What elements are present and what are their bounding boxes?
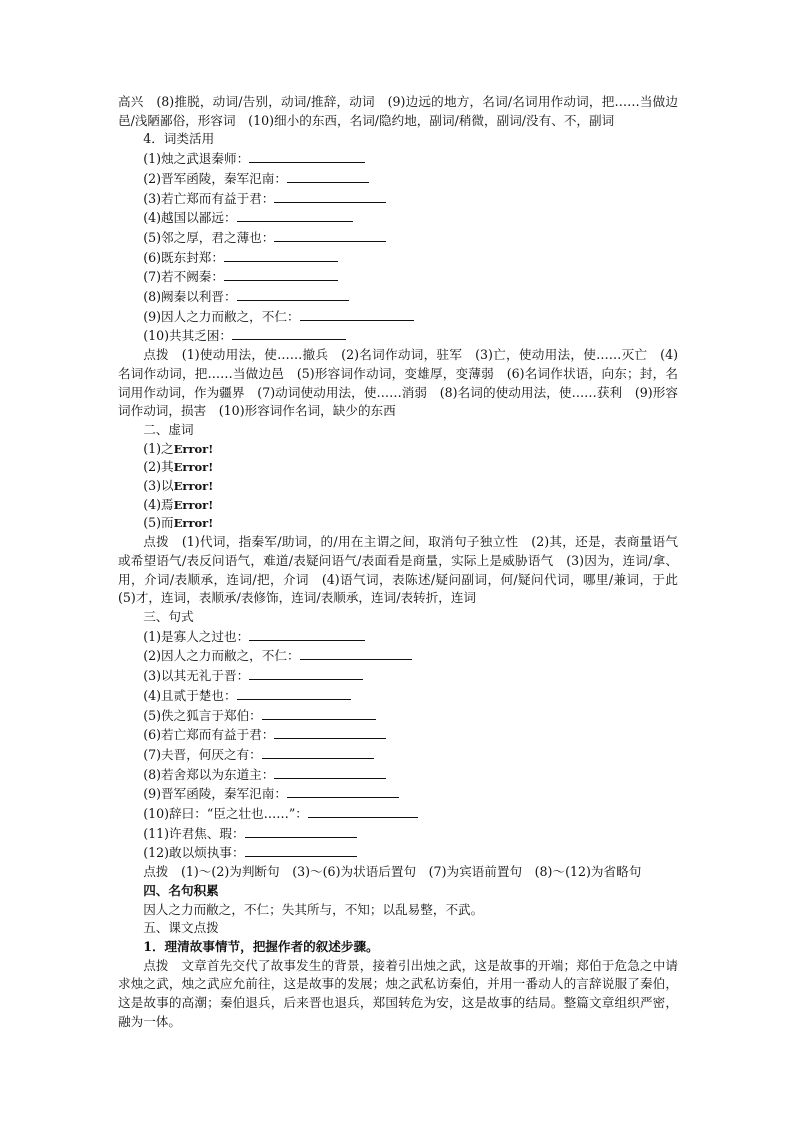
exercise-item: (4)越国以鄙远：: [118, 208, 678, 228]
exercise-item: (1)烛之武退秦师：: [118, 149, 678, 169]
error-field: Error!: [173, 460, 214, 475]
document-page: [118, 93, 691, 1031]
answer-blank[interactable]: [224, 248, 338, 262]
answer-blank[interactable]: [232, 326, 346, 340]
function-word-item: (3)以Error!: [143, 478, 214, 494]
exercise-item: (6)若亡郑而有益于君：: [118, 725, 678, 745]
function-word-item: (5)而Error!: [143, 515, 214, 531]
exercise-item: (3)若亡郑而有益于君：: [118, 189, 678, 209]
section-title-function-words: 二、虚词: [143, 421, 194, 437]
answer-paragraph: 点拨 (1)代词，指秦军/助词，的/用在主谓之间，取消句子独立性 (2)其，还是，表商量语气或希望语气/表反问语气，难道/表疑问语气/表面看是商量，实际上是威胁语气 (3)因为，连词/拿、用，介词/表顺承，连词/把，介词 (4)语气词，表陈述/疑问副词，何/疑问代词，哪里/兼词，于此 (5)才，连词，表顺承/表修饰，连词/表顺承，连词/表转折，连词: [118, 534, 691, 606]
answer-blank[interactable]: [287, 784, 399, 798]
exercise-item: (11)许君焦、瑕：: [118, 824, 678, 844]
answer-paragraph: 点拨 文章首先交代了故事发生的背景，接着引出烛之武，这是故事的开端；郑伯于危急之中请求烛之武，烛之武应允前往，这是故事的发展；烛之武私访秦伯，并用一番动人的言辞说服了秦伯，这是故事的高潮；秦伯退兵，后来晋也退兵，郑国转危为安，这是故事的结局。整篇文章组织严密，融为一体。: [118, 957, 679, 1029]
error-field: Error!: [173, 441, 214, 456]
exercise-item: (7)若不阙秦：: [118, 267, 678, 287]
exercise-item: (5)邻之厚，君之薄也：: [118, 228, 678, 248]
subheading-plot: 1．理清故事情节，把握作者的叙述步骤。: [143, 938, 379, 954]
answer-blank[interactable]: [274, 228, 386, 242]
answer-blank[interactable]: [274, 725, 386, 739]
exercise-item: (10)共其乏困：: [118, 326, 678, 346]
exercise-item: (9)因人之力而敝之，不仁：: [118, 307, 678, 327]
section-title-sentence-patterns: 三、句式: [143, 608, 194, 624]
section-title-famous-lines: 四、名句积累: [143, 882, 219, 898]
answer-blank[interactable]: [249, 627, 365, 641]
exercise-item: (6)既东封郑：: [118, 248, 678, 268]
answer-blank[interactable]: [308, 804, 418, 818]
function-word-item: (1)之Error!: [143, 440, 214, 456]
answer-paragraph: 点拨 (1)～(2)为判断句 (3)～(6)为状语后置句 (7)为宾语前置句 (8)～(12)为省略句: [143, 864, 642, 880]
exercise-item: (5)佚之狐言于郑伯：: [118, 706, 678, 726]
famous-lines-text: 因人之力而敝之，不仁；失其所与，不知；以乱易整，不武。: [143, 901, 484, 917]
exercise-item: (8)阙秦以利晋：: [118, 287, 678, 307]
exercise-item: (9)晋军函陵，秦军氾南：: [118, 784, 678, 804]
answer-blank[interactable]: [249, 149, 365, 163]
answer-blank[interactable]: [300, 307, 414, 321]
answer-blank[interactable]: [274, 189, 386, 203]
answer-blank[interactable]: [262, 706, 376, 720]
answer-blank[interactable]: [300, 646, 412, 660]
function-word-item: (2)其Error!: [143, 459, 214, 475]
answer-paragraph: 点拨 (1)使动用法，使……撤兵 (2)名词作动词，驻军 (3)亡，使动用法，使……灭亡 (4)名词作动词，把……当做边邑 (5)形容词作动词，变雄厚，变薄弱 (6)名词作状语，向东；封，名词用作动词，作为疆界 (7)动词使动用法，使……消弱 (8)名词的使动用法，使……获利 (9)形容词作动词，损害 (10)形容词作名词，缺少的东西: [118, 347, 679, 419]
error-field: Error!: [173, 516, 214, 531]
answer-blank[interactable]: [262, 745, 374, 759]
answer-blank[interactable]: [237, 208, 353, 222]
section-title-text-analysis: 五、课文点拨: [143, 920, 219, 936]
answer-blank[interactable]: [237, 287, 349, 301]
exercise-item: (3)以其无礼于晋：: [118, 666, 678, 686]
error-field: Error!: [173, 497, 214, 512]
answer-blank[interactable]: [224, 267, 338, 281]
answer-blank[interactable]: [249, 666, 363, 680]
function-word-item: (4)焉Error!: [143, 496, 214, 512]
answer-blank[interactable]: [287, 169, 369, 183]
exercise-item: (12)敢以烦执事：: [118, 843, 678, 863]
answer-blank[interactable]: [245, 824, 357, 838]
intro-paragraph: 高兴 (8)推脱，动词/告别，动词/推辞，动词 (9)边远的地方，名词/名词用作动词，把……当做边邑/浅陋鄙俗，形容词 (10)细小的东西，名词/隐约地，副词/稍微，副词/没有、不，副词: [118, 94, 678, 128]
error-field: Error!: [173, 479, 214, 494]
exercise-item: (7)夫晋，何厌之有：: [118, 745, 678, 765]
answer-blank[interactable]: [237, 686, 351, 700]
exercise-item: (2)晋军函陵，秦军氾南：: [118, 169, 678, 189]
answer-blank[interactable]: [245, 843, 357, 857]
exercise-item: (10)辞曰：“臣之壮也……”：: [118, 804, 678, 824]
answer-blank[interactable]: [274, 765, 386, 779]
exercise-item: (4)且贰于楚也：: [118, 686, 678, 706]
section-title-word-class: 4．词类活用: [143, 131, 215, 147]
exercise-item: (2)因人之力而敝之，不仁：: [118, 646, 678, 666]
exercise-item: (8)若舍郑以为东道主：: [118, 765, 678, 785]
exercise-item: (1)是寡人之过也：: [118, 627, 678, 647]
